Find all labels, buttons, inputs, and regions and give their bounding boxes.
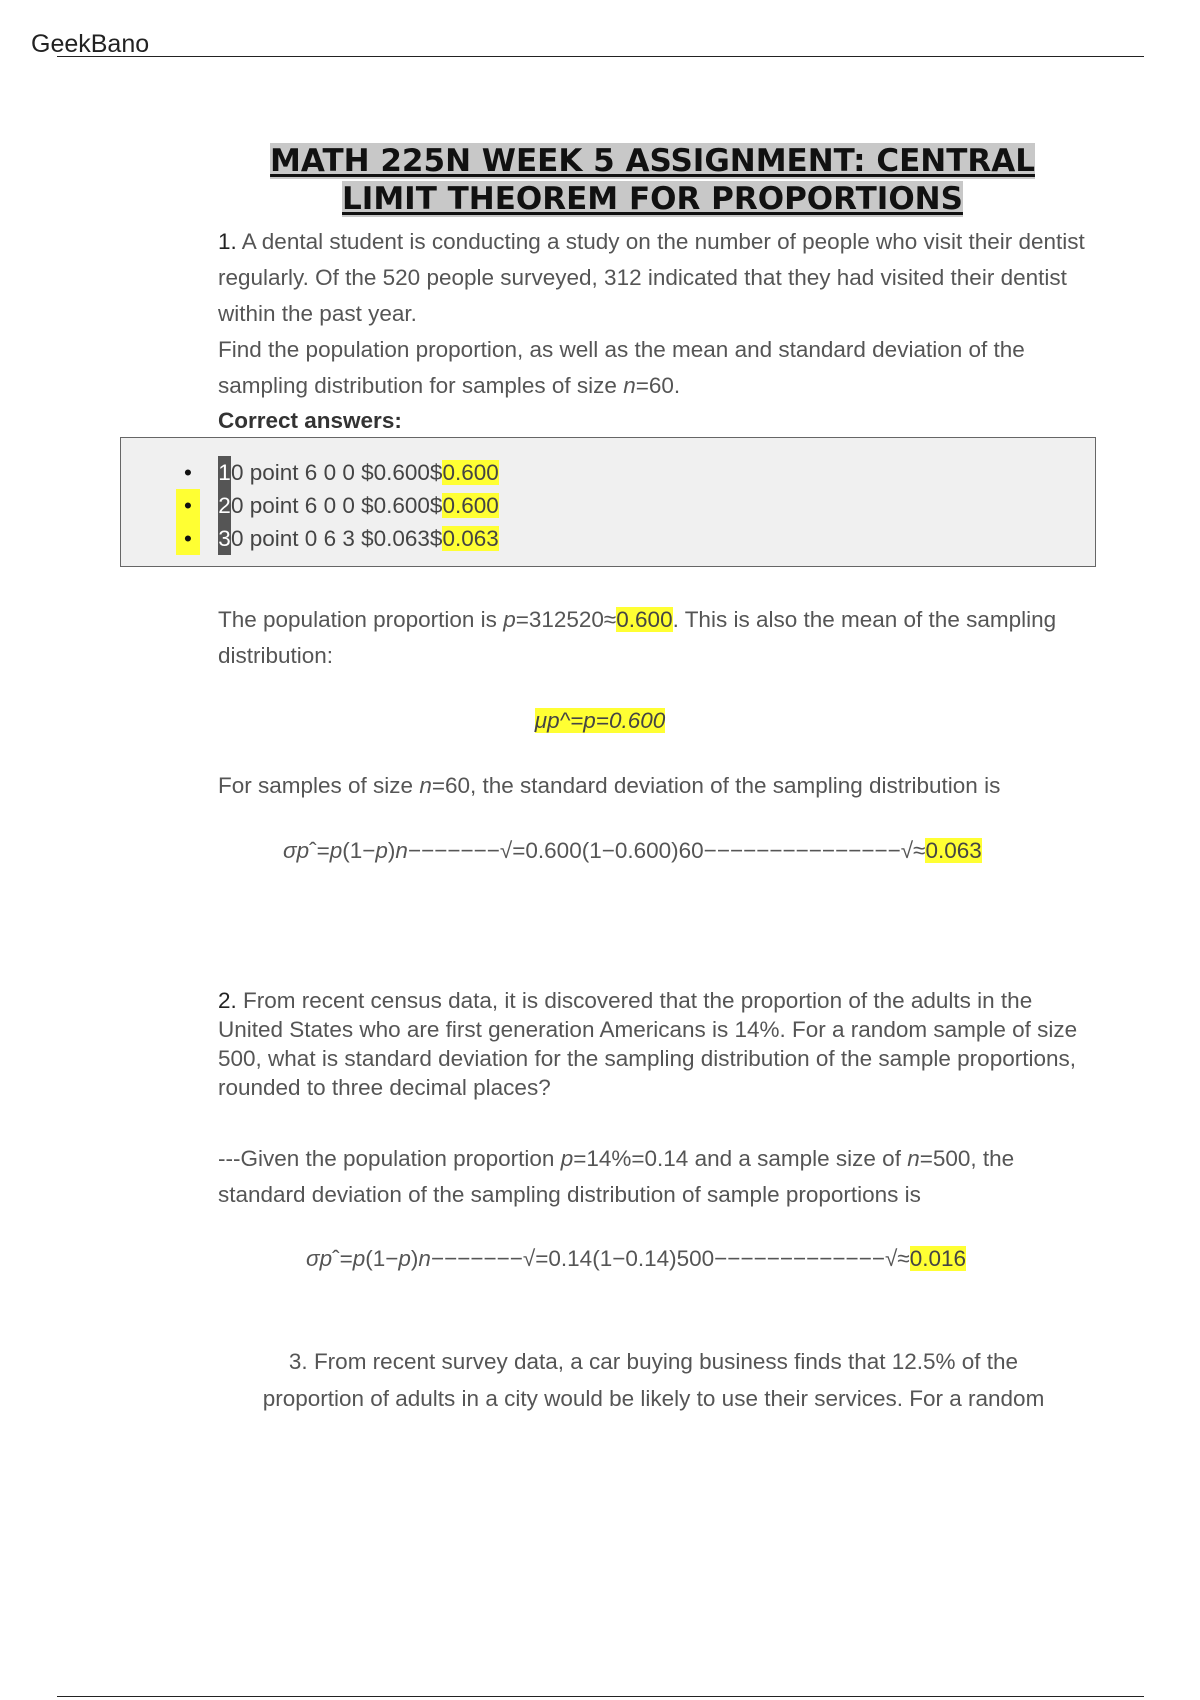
explanation-text: For samples of size [218, 773, 420, 798]
formula-part: ) [410, 1246, 419, 1271]
formula-part: p [329, 838, 343, 863]
header-brand: GeekBano [31, 30, 150, 58]
formula-part: ˆ= [309, 838, 330, 863]
q1-explanation-2 [218, 768, 1098, 804]
formula-part: n [418, 1246, 431, 1271]
q1-number: 1. [218, 229, 237, 254]
formula-part: p [398, 1246, 411, 1271]
answer-index: 2 [218, 489, 231, 522]
header-rule [57, 56, 1144, 57]
document-title [200, 142, 1105, 218]
q1-find: Find the population proportion, as well as the mean and standard deviation of the sampling distribution for samples of size [218, 337, 1025, 398]
q1-explanation-1 [218, 602, 1078, 674]
answer-value: 0.600 [442, 493, 499, 518]
bullet-icon: • [184, 460, 192, 485]
given-text: =500, the standard deviation of the sampling distribution of sample proportions is [218, 1146, 1015, 1207]
bullet-icon: • [176, 522, 200, 555]
explanation-text: . This is also the mean of the sampling distribution: [218, 607, 1057, 668]
q1-text-body: A dental student is conducting a study on the number of people who visit their dentist regularly. Of the 520 people surveyed, 312 indicated that they had visited their dentist within the past year. [218, 229, 1085, 326]
n-var: n [419, 773, 432, 798]
explanation-text: =60, the standard deviation of the sampling distribution is [431, 773, 1001, 798]
formula-part: ) [387, 838, 396, 863]
answer-text: 0 point 0 6 3 $0.063$ [231, 526, 443, 551]
answer-text: 0 point 6 0 0 $0.600$ [231, 493, 443, 518]
formula-part: p [352, 1246, 366, 1271]
q2-text-body: From recent census data, it is discovered that the proportion of the adults in the United States who are first generation Americans is 14%. For a random sample of size 500, what is standard deviation for the sampling distribution of the sample proportions, rounded to three decimal places? [218, 988, 1078, 1100]
bullet-icon: • [176, 489, 200, 522]
correct-answers-label: Correct answers: [218, 408, 402, 433]
sd-value: 0.063 [925, 838, 982, 863]
proportion-value: 0.600 [616, 607, 673, 632]
answer-value: 0.063 [442, 526, 499, 551]
formula-part: ˆ= [332, 1246, 353, 1271]
n-var: n [907, 1146, 920, 1171]
explanation-text: The population proportion is [218, 607, 504, 632]
explanation-text: =312520≈ [515, 607, 617, 632]
formula-part: σp [283, 838, 310, 863]
p-var: p [503, 607, 516, 632]
q1-text [218, 224, 1098, 404]
formula-part: p [375, 838, 388, 863]
answer-text: 0 point 6 0 0 $0.600$ [231, 460, 443, 485]
given-text: ---Given the population proportion [218, 1146, 561, 1171]
q2-number: 2. [218, 988, 237, 1013]
formula-part: (1− [365, 1246, 399, 1271]
answer-index: 1 [218, 456, 231, 489]
q1-n-var: n [623, 373, 636, 398]
q2-sd-formula [306, 1246, 966, 1272]
formula-part: (1− [342, 838, 376, 863]
q2-given [218, 1141, 1098, 1213]
q3-line-1: 3. From recent survey data, a car buying business finds that 12.5% of the [288, 1349, 1019, 1374]
answer-box [120, 437, 1096, 567]
given-text: =14%=0.14 and a sample size of [573, 1146, 908, 1171]
q1-find-end: =60. [635, 373, 681, 398]
mean-formula-line [0, 708, 1200, 734]
formula-part: −−−−−−−√=0.14(1−0.14)500−−−−−−−−−−−−−√≈ [430, 1246, 910, 1271]
mean-formula: μp^=p=0.600 [534, 708, 666, 733]
answer-value: 0.600 [442, 460, 499, 485]
footer-rule [57, 1696, 1144, 1697]
title-line-1: MATH 225N WEEK 5 ASSIGNMENT: CENTRAL [270, 143, 1035, 179]
formula-part: −−−−−−−√=0.600(1−0.600)60−−−−−−−−−−−−−−−√≈ [407, 838, 926, 863]
formula-part: n [395, 838, 408, 863]
formula-part: σp [306, 1246, 333, 1271]
answer-index: 3 [218, 522, 231, 555]
p-var: p [560, 1146, 574, 1171]
q1-sd-formula [283, 838, 982, 864]
title-line-2: LIMIT THEOREM FOR PROPORTIONS [342, 181, 963, 217]
q2-text [218, 986, 1098, 1102]
sd-value: 0.016 [909, 1246, 966, 1271]
q3-line-2: proportion of adults in a city would be likely to use their services. For a random [262, 1386, 1045, 1411]
